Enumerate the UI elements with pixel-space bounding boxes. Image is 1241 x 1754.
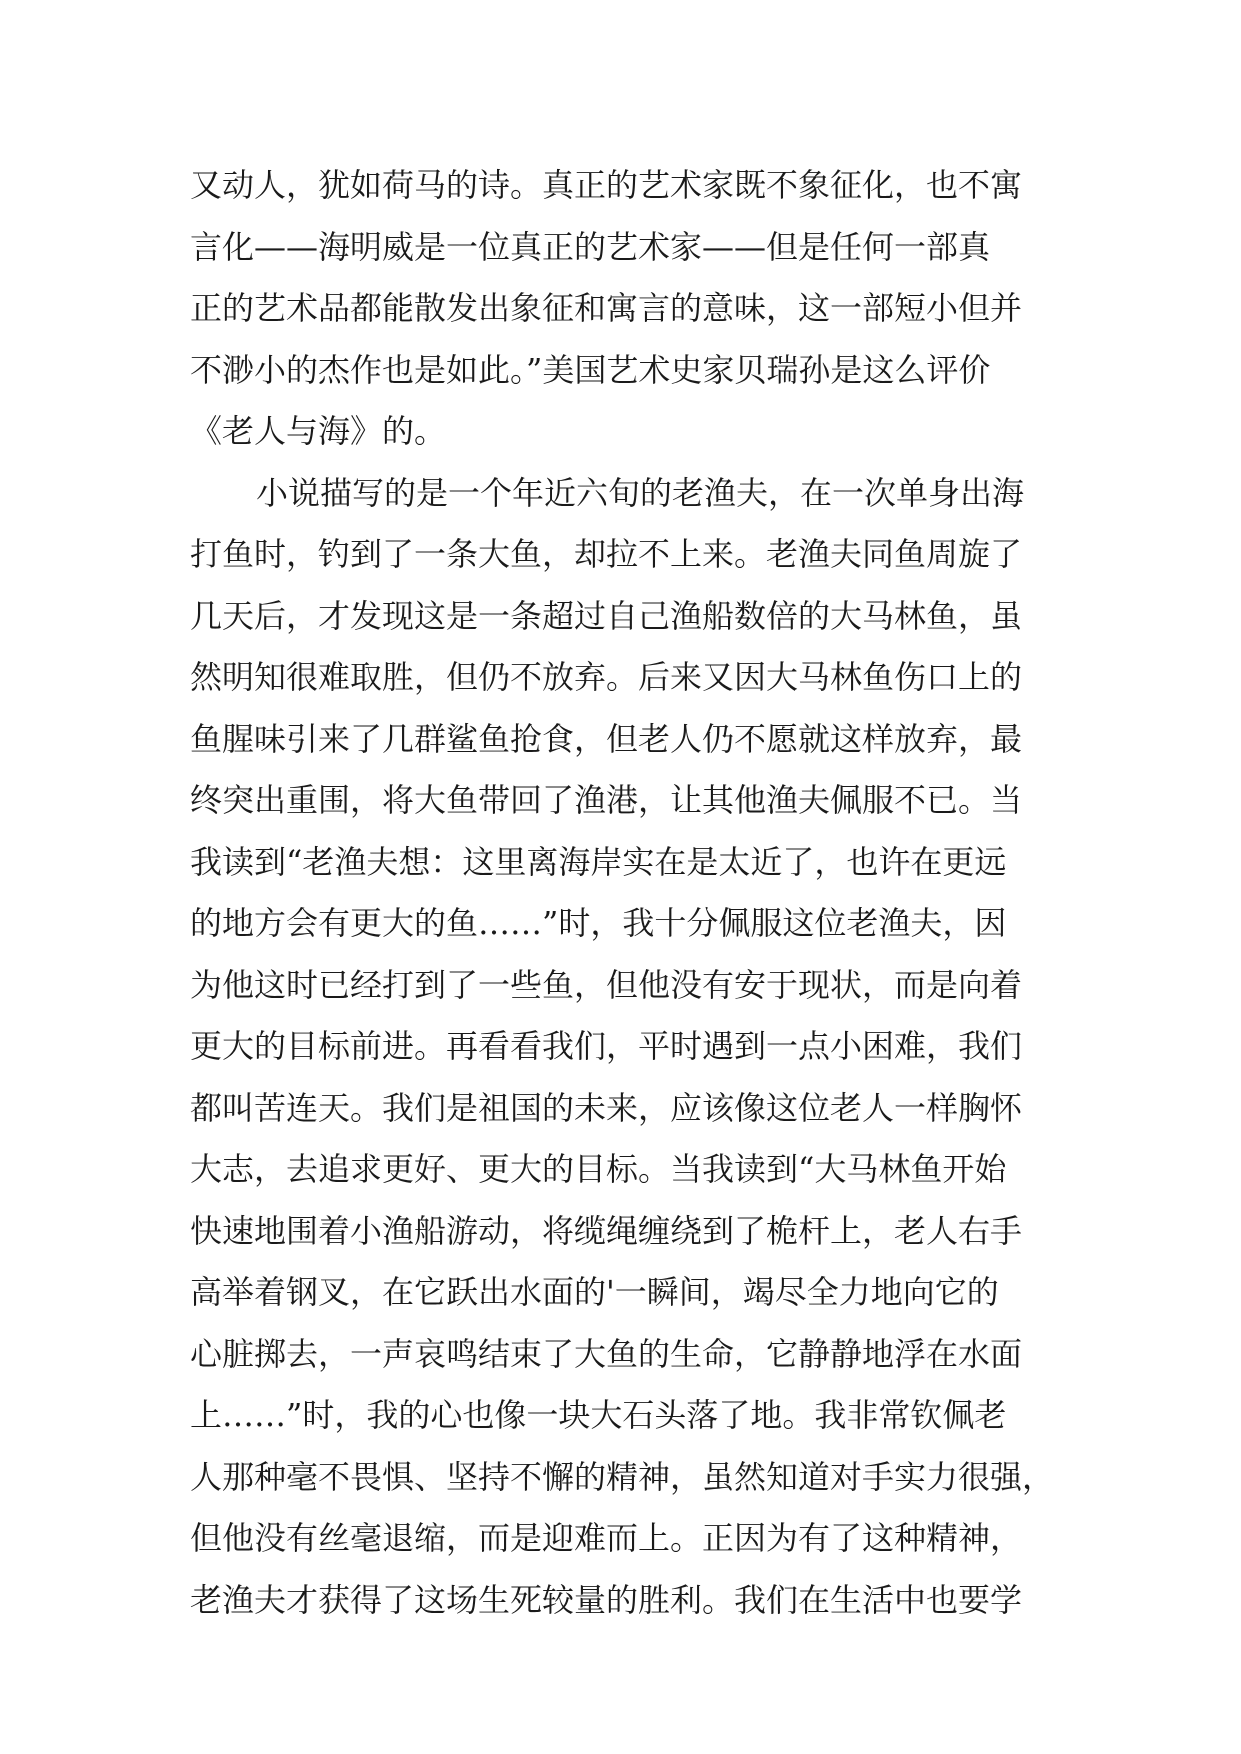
text-line: 鱼腥味引来了几群鲨鱼抢食，但老人仍不愿就这样放弃，最 bbox=[190, 719, 1023, 758]
text-line: 几天后，才发现这是一条超过自己渔船数倍的大马林鱼，虽 bbox=[190, 596, 1023, 635]
paragraph-first-line: 小说描写的是一个年近六旬的老渔夫，在一次单身出海 bbox=[256, 473, 1025, 512]
text-line: 高举着钢叉，在它跃出水面的'一瞬间，竭尽全力地向它的 bbox=[190, 1273, 999, 1311]
text-line: 又动人，犹如荷马的诗。真正的艺术家既不象征化，也不寓 bbox=[190, 166, 1023, 204]
text-line: 言化——海明威是一位真正的艺术家——但是任何一部真 bbox=[190, 227, 991, 266]
text-line: 《老人与海》的。 bbox=[190, 412, 447, 450]
text-line: 心脏掷去，一声哀鸣结束了大鱼的生命，它静静地浮在水面 bbox=[190, 1334, 1023, 1373]
text-line: 上……”时，我的心也像一块大石头落了地。我非常钦佩老 bbox=[190, 1396, 1007, 1434]
text-line: 我读到“老渔夫想：这里离海岸实在是太近了，也许在更远 bbox=[190, 842, 1007, 881]
text-line: 打鱼时，钓到了一条大鱼，却拉不上来。老渔夫同鱼周旋了 bbox=[190, 535, 1023, 573]
text-line: 人那种毫不畏惧、坚持不懈的精神，虽然知道对手实力很强， bbox=[190, 1457, 1055, 1496]
text-line: 更大的目标前进。再看看我们，平时遇到一点小困难，我们 bbox=[190, 1027, 1023, 1065]
body-text bbox=[190, 155, 1070, 1631]
text-line: 不渺小的杰作也是如此。”美国艺术史家贝瑞孙是这么评价 bbox=[190, 350, 991, 389]
text-line: 正的艺术品都能散发出象征和寓言的意味，这一部短小但并 bbox=[190, 289, 1023, 327]
text-line: 然明知很难取胜，但仍不放弃。后来又因大马林鱼伤口上的 bbox=[190, 658, 1023, 696]
text-line: 大志，去追求更好、更大的目标。当我读到“大马林鱼开始 bbox=[190, 1150, 1007, 1188]
text-line: 的地方会有更大的鱼……”时，我十分佩服这位老渔夫，因 bbox=[190, 904, 1007, 942]
text-line: 都叫苦连天。我们是祖国的未来，应该像这位老人一样胸怀 bbox=[190, 1088, 1023, 1127]
text-line: 终突出重围，将大鱼带回了渔港，让其他渔夫佩服不已。当 bbox=[190, 781, 1023, 819]
text-line: 快速地围着小渔船游动，将缆绳缠绕到了桅杆上，老人右手 bbox=[190, 1211, 1023, 1250]
text-line: 为他这时已经打到了一些鱼，但他没有安于现状，而是向着 bbox=[190, 965, 1023, 1004]
text-line: 但他没有丝毫退缩，而是迎难而上。正因为有了这种精神， bbox=[190, 1519, 1023, 1557]
text-line: 老渔夫才获得了这场生死较量的胜利。我们在生活中也要学 bbox=[190, 1580, 1023, 1619]
